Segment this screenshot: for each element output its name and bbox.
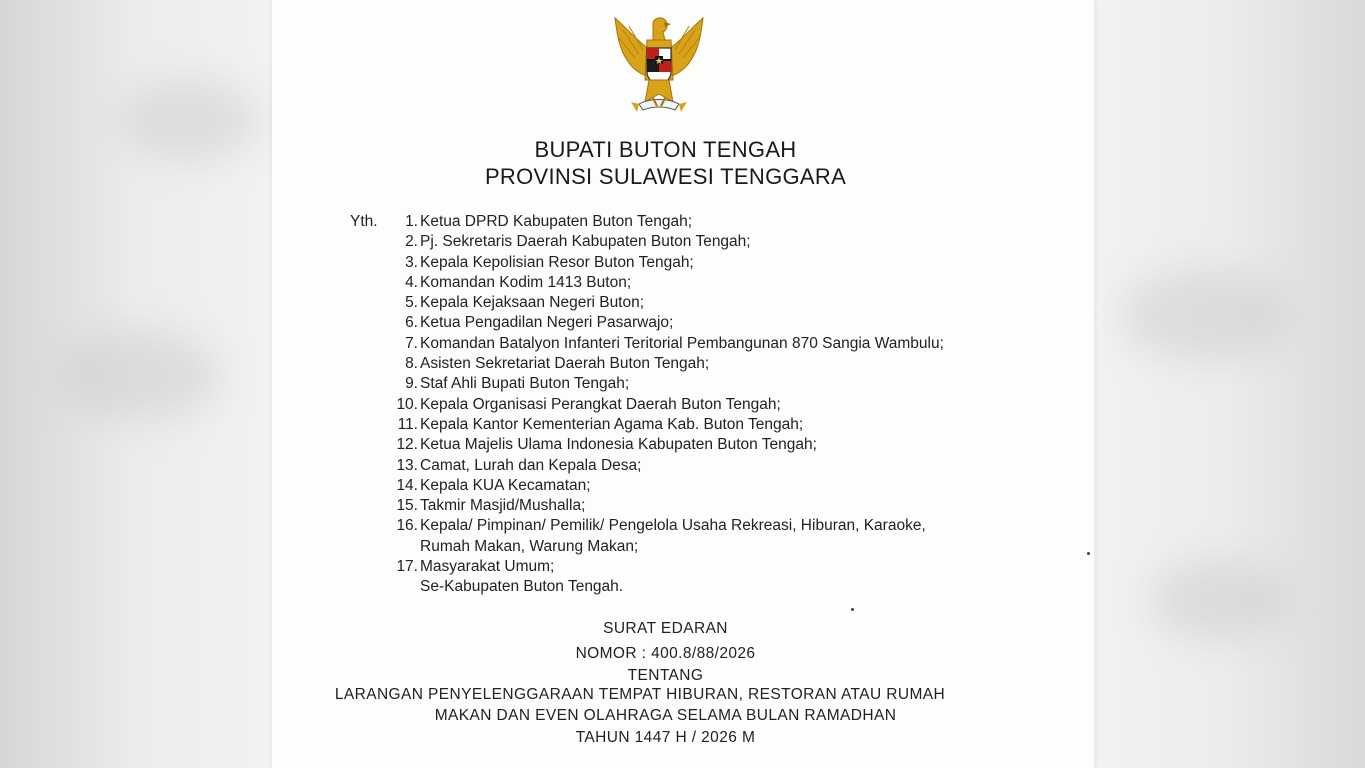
- background-blur-shape: [1150, 560, 1290, 640]
- list-item: [390, 313, 1090, 333]
- scope-text: Se-Kabupaten Buton Tengah.: [420, 578, 624, 596]
- recipient-text: Kepala Kejaksaan Negeri Buton;: [420, 294, 645, 312]
- list-number: 12.: [396, 436, 418, 454]
- recipient-text: Camat, Lurah dan Kepala Desa;: [420, 456, 642, 474]
- list-item: [390, 273, 1090, 293]
- scan-speck: [851, 608, 854, 611]
- recipient-text: Asisten Sekretariat Daerah Buton Tengah;: [420, 355, 710, 373]
- list-item: [390, 334, 1090, 354]
- document-type: SURAT EDARAN: [603, 620, 728, 637]
- recipient-text: Kepala Kepolisian Resor Buton Tengah;: [420, 253, 694, 271]
- list-item: [390, 435, 1090, 455]
- subject-line-1: LARANGAN PENYELENGGARAAN TEMPAT HIBURAN, RESTORAN ATAU RUMAH: [334, 686, 946, 703]
- list-number: 10.: [396, 395, 418, 413]
- list-number: 6.: [405, 314, 418, 332]
- list-item: [390, 395, 1090, 415]
- recipient-text: Kepala KUA Kecamatan;: [420, 476, 591, 494]
- recipient-text: Kepala Organisasi Perangkat Daerah Buton Tengah;: [420, 395, 781, 413]
- list-item: [390, 496, 1090, 516]
- list-number: 5.: [405, 294, 418, 312]
- garuda-pancasila-emblem-icon: [609, 14, 709, 120]
- recipient-text: Ketua Majelis Ulama Indonesia Kabupaten Buton Tengah;: [420, 436, 817, 454]
- subject-heading: TENTANG: [627, 667, 704, 684]
- list-item: [390, 476, 1090, 496]
- list-number: 15.: [396, 497, 418, 515]
- background-blur-shape: [120, 80, 260, 160]
- list-item: [390, 516, 1090, 536]
- recipient-text: Ketua DPRD Kabupaten Buton Tengah;: [420, 213, 693, 230]
- recipient-text: Masyarakat Umum;: [420, 558, 555, 576]
- recipient-text: Rumah Makan, Warung Makan;: [420, 537, 639, 555]
- letter-title-regent: BUPATI BUTON TENGAH: [534, 137, 797, 162]
- list-number: 1.: [405, 213, 418, 230]
- list-item: [390, 456, 1090, 476]
- circular-letter-page: [272, 0, 1094, 768]
- list-item-continuation: [390, 537, 1090, 557]
- recipient-text: Staf Ahli Bupati Buton Tengah;: [420, 375, 630, 393]
- recipient-text: Takmir Masjid/Mushalla;: [420, 497, 586, 515]
- list-number: 13.: [396, 456, 418, 474]
- list-item: [390, 232, 1090, 252]
- list-item: [390, 253, 1090, 273]
- scan-speck: [1087, 552, 1090, 555]
- list-number: 8.: [405, 355, 418, 373]
- subject-line-3: TAHUN 1447 H / 2026 M: [575, 729, 756, 746]
- letter-title-province: PROVINSI SULAWESI TENGGARA: [484, 164, 847, 189]
- recipient-text: Pj. Sekretaris Daerah Kabupaten Buton Tengah;: [420, 233, 751, 251]
- list-number: 7.: [405, 334, 418, 352]
- recipients-scope: [390, 577, 1090, 597]
- recipient-text: Ketua Pengadilan Negeri Pasarwajo;: [420, 314, 674, 332]
- list-item: [390, 557, 1090, 577]
- recipient-text: Kepala Kantor Kementerian Agama Kab. Buton Tengah;: [420, 415, 804, 433]
- list-number: 11.: [397, 415, 418, 433]
- list-item: [390, 354, 1090, 374]
- list-number: 17.: [396, 558, 418, 576]
- list-item: [390, 415, 1090, 435]
- list-item: [390, 212, 1090, 232]
- recipient-text: Kepala/ Pimpinan/ Pemilik/ Pengelola Usaha Rekreasi, Hiburan, Karaoke,: [420, 517, 926, 535]
- recipient-text: Komandan Kodim 1413 Buton;: [420, 273, 632, 291]
- salutation: Yth.: [350, 213, 378, 230]
- list-item: [390, 374, 1090, 394]
- list-number: 9.: [405, 375, 418, 393]
- subject-line-2: MAKAN DAN EVEN OLAHRAGA SELAMA BULAN RAMADHAN: [434, 707, 897, 724]
- background-blur-shape: [1120, 270, 1290, 360]
- background-blur-shape: [60, 330, 220, 420]
- recipients-list: [390, 212, 1090, 598]
- recipient-text: Komandan Batalyon Infanteri Teritorial Pembangunan 870 Sangia Wambulu;: [420, 334, 944, 352]
- list-number: 3.: [405, 253, 418, 271]
- list-number: 16.: [396, 517, 418, 535]
- list-number: 4.: [405, 273, 418, 291]
- document-number: NOMOR : 400.8/88/2026: [575, 645, 756, 662]
- list-number: 14.: [396, 476, 418, 494]
- list-item: [390, 293, 1090, 313]
- list-number: 2.: [405, 233, 418, 251]
